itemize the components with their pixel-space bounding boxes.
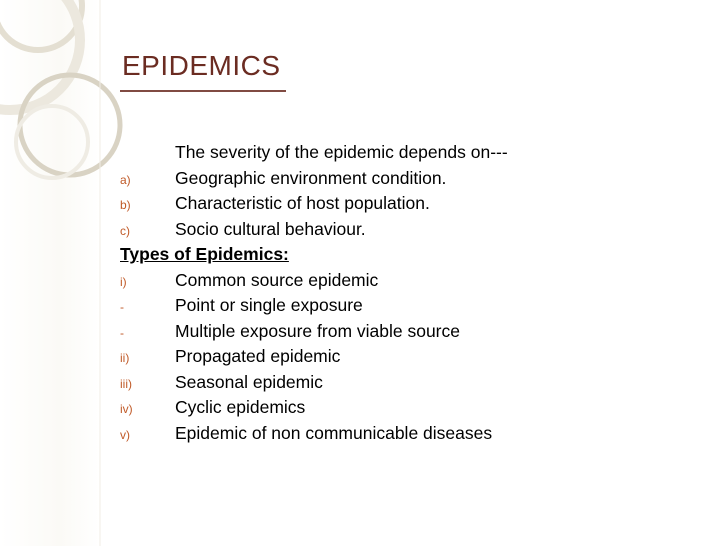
title-underline	[120, 90, 286, 92]
list-marker: iv)	[120, 402, 133, 416]
list-marker: ii)	[120, 351, 130, 365]
types-heading-row	[120, 244, 700, 270]
list-item	[120, 168, 700, 194]
list-item	[120, 219, 700, 245]
types-heading: Types of Epidemics:	[120, 244, 289, 264]
list-item-text: Multiple exposure from viable source	[175, 320, 460, 341]
list-item	[120, 321, 700, 347]
list-marker: -	[120, 300, 124, 314]
list-marker	[120, 154, 175, 158]
list-item-text: Point or single exposure	[175, 295, 363, 315]
list-marker: b)	[120, 198, 131, 212]
list-item-text: Propagated epidemic	[175, 346, 341, 366]
list-item	[120, 346, 700, 372]
list-marker: c)	[120, 223, 130, 238]
ring-middle	[20, 75, 120, 175]
slide-body	[120, 142, 700, 448]
list-item	[120, 397, 700, 423]
ring-top-large	[0, 0, 80, 110]
list-item-text: Epidemic of non communicable diseases	[175, 422, 493, 443]
list-item	[120, 295, 700, 321]
intro-text: The severity of the epidemic depends on---	[175, 142, 508, 162]
decorative-rings	[0, 0, 140, 546]
list-item-text: Geographic environment condition.	[175, 167, 447, 188]
list-item	[120, 372, 700, 398]
list-item-text: Characteristic of host population.	[175, 193, 430, 213]
slide-title: EPIDEMICS	[122, 50, 281, 81]
list-item-text: Common source epidemic	[175, 269, 379, 290]
list-marker: v)	[120, 427, 130, 442]
list-marker: iii)	[120, 376, 132, 391]
ring-inner	[16, 106, 88, 178]
list-item-text: Socio cultural behaviour.	[175, 218, 366, 239]
list-item-text: Cyclic epidemics	[175, 397, 306, 417]
list-marker: i)	[120, 274, 127, 289]
list-item	[120, 423, 700, 449]
list-item	[120, 270, 700, 296]
list-marker: -	[120, 325, 124, 340]
list-marker: a)	[120, 172, 131, 187]
intro-row	[120, 142, 700, 168]
list-item-text: Seasonal epidemic	[175, 371, 323, 392]
list-item	[120, 193, 700, 219]
